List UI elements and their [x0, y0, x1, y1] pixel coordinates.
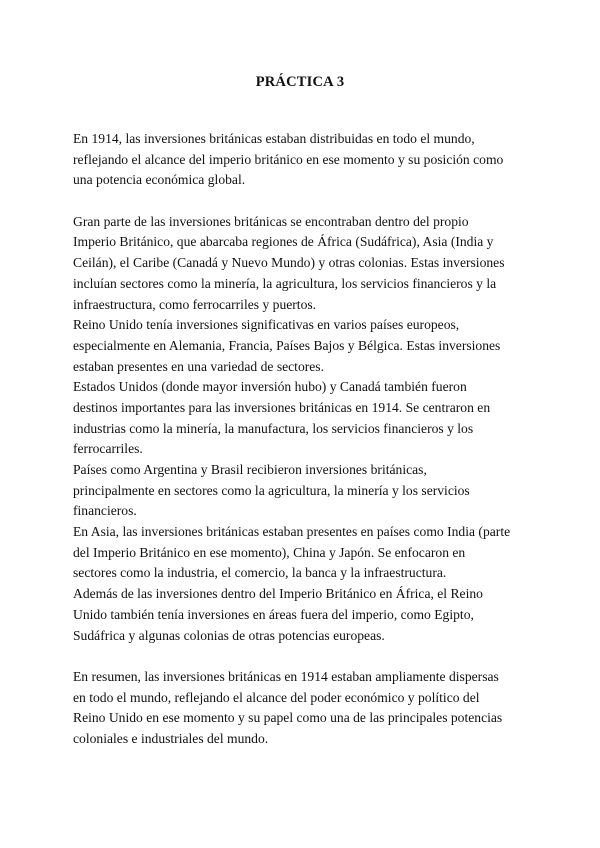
text-line: financieros.: [73, 503, 137, 519]
text-line: Países como Argentina y Brasil recibieron inversiones británicas,: [73, 462, 427, 477]
text-line: especialmente en Alemania, Francia, Países Bajos y Bélgica. Estas inversiones: [73, 337, 501, 353]
paragraph-asia: [73, 522, 533, 584]
paragraph-spacer: [73, 646, 533, 667]
text-line: Ceilán), el Caribe (Canadá y Nuevo Mundo) y otras colonias. Estas inversiones: [73, 255, 505, 271]
text-line: en todo el mundo, reflejando el alcance del poder económico y político del: [73, 689, 480, 705]
text-line: Estados Unidos (donde mayor inversión hubo) y Canadá también fueron: [73, 379, 467, 395]
paragraph-empire: [73, 212, 533, 315]
text-line: del Imperio Británico en ese momento), China y Japón. Se enfocaron en: [73, 544, 466, 560]
paragraph-summary: [73, 667, 533, 750]
text-line: principalmente en sectores como la agricultura, la minería y los servicios: [73, 482, 470, 498]
text-line: Gran parte de las inversiones británicas se encontraban dentro del propio: [73, 213, 469, 229]
text-line: industrias como la minería, la manufactura, los servicios financieros y los: [73, 420, 474, 436]
paragraph-europe: [73, 315, 533, 377]
text-line: Reino Unido tenía inversiones significativas en varios países europeos,: [73, 317, 460, 333]
text-line: En Asia, las inversiones británicas estaban presentes en países como India (parte: [73, 524, 511, 540]
text-line: coloniales e industriales del mundo.: [73, 730, 269, 746]
text-line: incluían sectores como la minería, la agricultura, los servicios financieros y la: [73, 275, 497, 291]
text-line: destinos importantes para las inversiones británicas en 1914. Se centraron en: [73, 399, 491, 415]
document-body: [73, 129, 533, 750]
text-line: infraestructura, como ferrocarriles y puertos.: [73, 296, 317, 312]
text-line: reflejando el alcance del imperio británico en ese momento y su posición como: [73, 151, 504, 167]
paragraph-south-america: [73, 460, 533, 522]
text-line: En 1914, las inversiones británicas estaban distribuidas en todo el mundo,: [73, 131, 475, 146]
paragraph-africa: [73, 584, 533, 646]
paragraph-north-america: [73, 377, 533, 460]
text-line: ferrocarriles.: [73, 441, 143, 457]
text-line: estaban presentes en una variedad de sectores.: [73, 358, 324, 374]
text-line: Unido también tenía inversiones en áreas fuera del imperio, como Egipto,: [73, 606, 474, 622]
text-line: Imperio Británico, que abarcaba regiones de África (Sudáfrica), Asia (India y: [73, 234, 494, 250]
text-line: Sudáfrica y algunas colonias de otras potencias europeas.: [73, 627, 385, 643]
text-line: Reino Unido en ese momento y su papel como una de las principales potencias: [73, 710, 503, 726]
text-line: sectores como la industria, el comercio, la banca y la infraestructura.: [73, 565, 447, 581]
paragraph-intro: [73, 129, 533, 191]
text-line: una potencia económica global.: [73, 172, 246, 188]
text-line: Además de las inversiones dentro del Imperio Británico en África, el Reino: [73, 586, 483, 602]
page-title: PRÁCTICA 3: [255, 74, 345, 90]
text-line: En resumen, las inversiones británicas en 1914 estaban ampliamente dispersas: [73, 668, 499, 684]
paragraph-spacer: [73, 191, 533, 212]
